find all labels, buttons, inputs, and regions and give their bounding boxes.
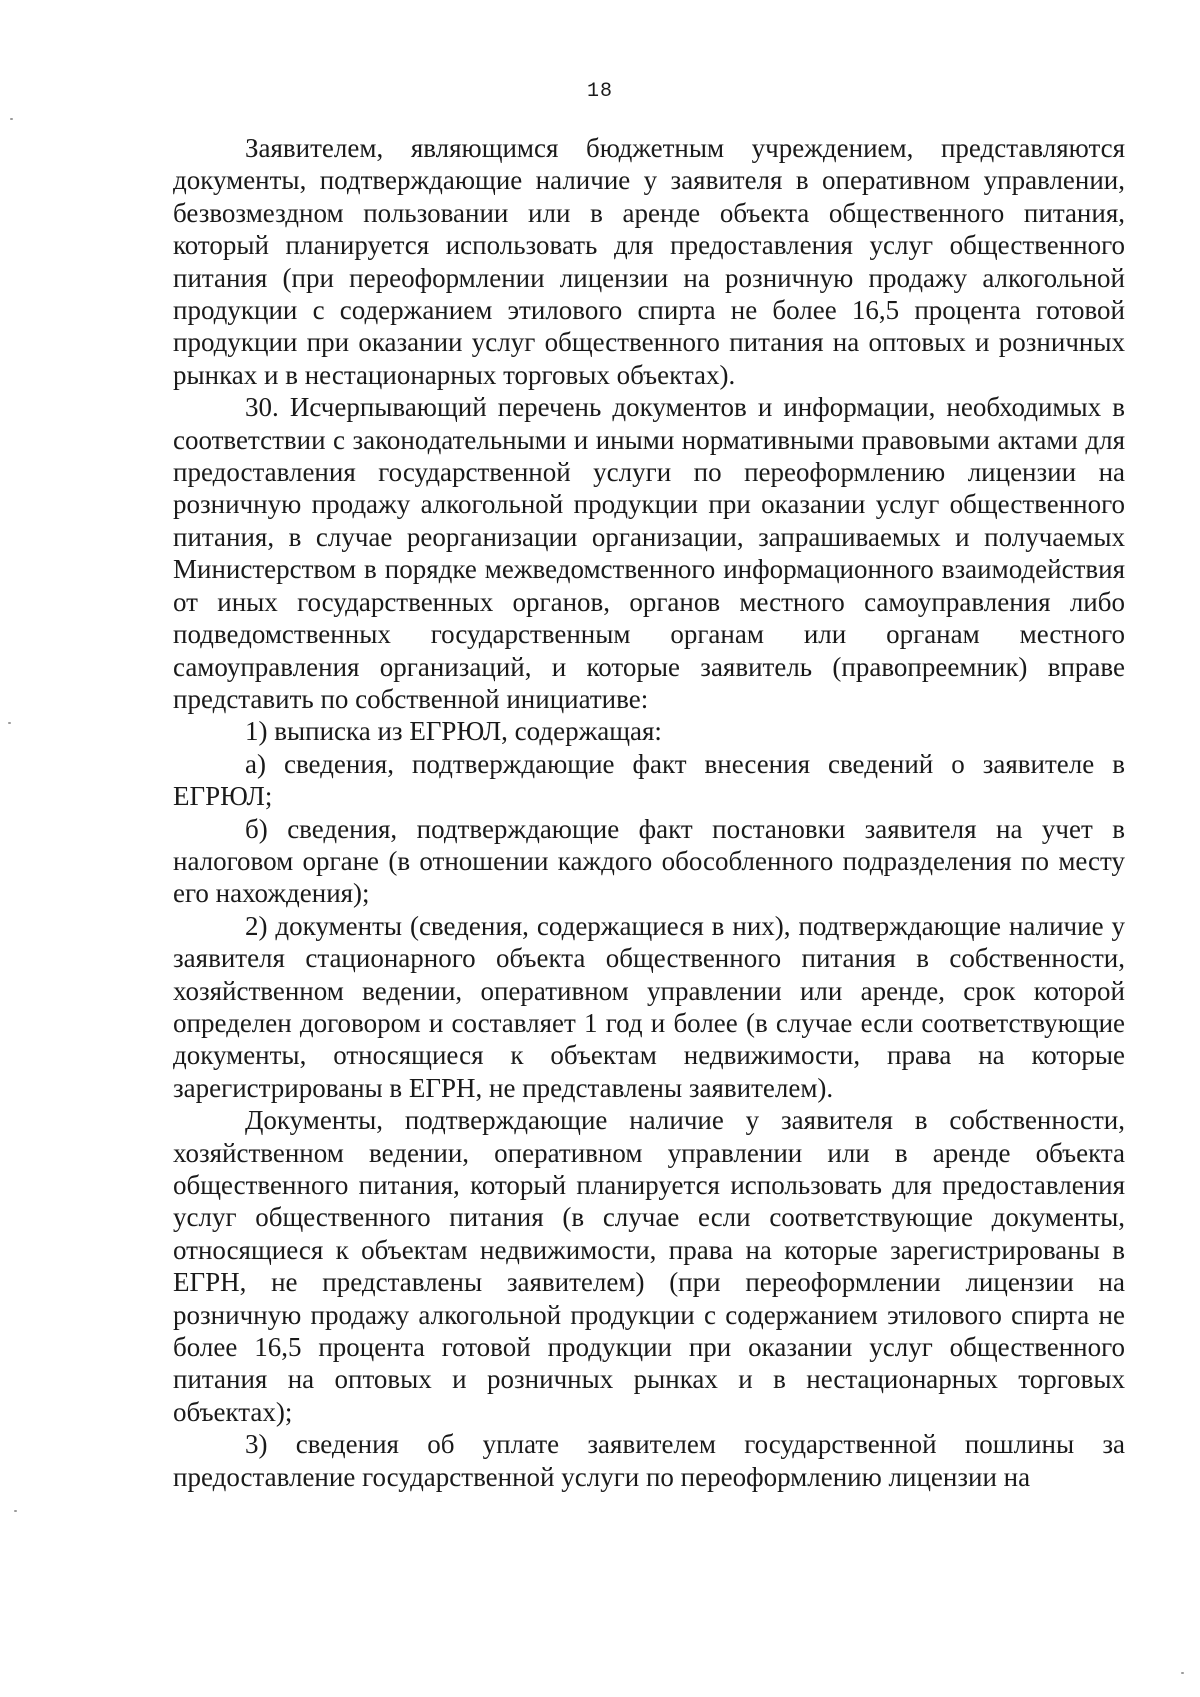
scan-speck xyxy=(14,1510,17,1512)
scan-speck xyxy=(10,118,13,120)
scan-speck xyxy=(1181,1672,1184,1674)
paragraph-budget-institution: Заявителем, являющимся бюджетным учреждением, представляются документы, подтверждающие наличие у заявителя в оперативном управлении, безвозмездном пользовании или в аренде объекта общественного питания, который планируется использовать для предоставления услуг общественного питания (при переоформлении лицензии на розничную продажу алкогольной продукции с содержанием этилового спирта не более 16,5 процента готовой продукции при оказании услуг общественного питания на оптовых и розничных рынках и в нестационарных торговых объектах). xyxy=(173,133,1125,390)
paragraph-subitem-a: а) сведения, подтверждающие факт внесения сведений о заявителе в ЕГРЮЛ; xyxy=(173,748,1125,812)
document-body xyxy=(173,132,1125,1493)
paragraph-item-30: 30. Исчерпывающий перечень документов и информации, необходимых в соответствии с законодательными и иными нормативными правовыми актами для предоставления государственной услуги по переоформлению лицензии на розничную продажу алкогольной продукции при оказании услуг общественного питания, в случае реорганизации организации, запрашиваемых и получаемых Министерством в порядке межведомственного информационного взаимодействия от иных государственных органов, органов местного самоуправления либо подведомственных государственным органам или органам местного самоуправления организаций, и которые заявитель (правопреемник) вправе представить по собственной инициативе: xyxy=(173,392,1125,714)
paragraph-egrul-extract: 1) выписка из ЕГРЮЛ, содержащая: xyxy=(245,716,662,747)
paragraph-documents-confirming: Документы, подтверждающие наличие у заявителя в собственности, хозяйственном ведении, оперативном управлении или в аренде объекта общественного питания, который планируется использовать для предоставления услуг общественного питания (в случае если соответствующие документы, относящиеся к объектам недвижимости, права на которые зарегистрированы в ЕГРН, не представлены заявителем) (при переоформлении лицензии на розничную продажу алкогольной продукции с содержанием этилового спирта не более 16,5 процента готовой продукции при оказании услуг общественного питания на оптовых и розничных рынках и в нестационарных торговых объектах); xyxy=(173,1105,1125,1427)
paragraph-subitem-b: б) сведения, подтверждающие факт постановки заявителя на учет в налоговом органе (в отношении каждого обособленного подразделения по месту его нахождения); xyxy=(173,813,1125,909)
paragraph-item-2-documents: 2) документы (сведения, содержащиеся в них), подтверждающие наличие у заявителя стационарного объекта общественного питания в собственности, хозяйственном ведении, оперативном управлении или аренде, срок которой определен договором и составляет 1 год и более (в случае если соответствующие документы, относящиеся к объектам недвижимости, права на которые зарегистрированы в ЕГРН, не представлены заявителем). xyxy=(173,910,1125,1103)
paragraph-item-3-fee: 3) сведения об уплате заявителем государственной пошлины за предоставление государственной услуги по переоформлению лицензии на xyxy=(173,1429,1125,1492)
page-number: 18 xyxy=(586,80,613,103)
scan-speck xyxy=(8,722,11,724)
